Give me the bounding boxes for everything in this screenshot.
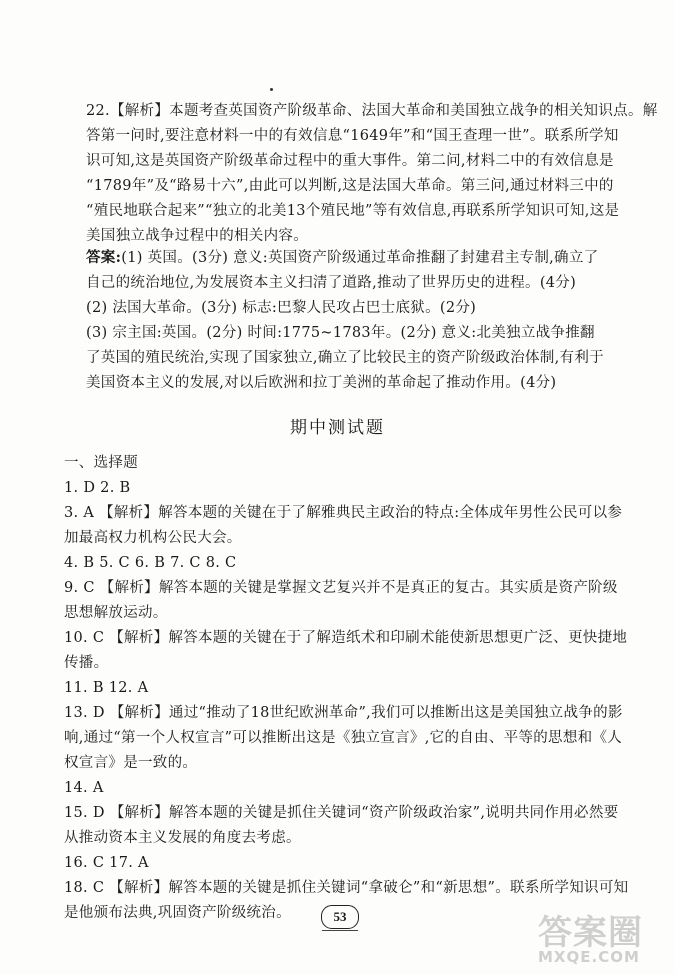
watermark-cn: 答案圈 [538,913,643,953]
answer-item: 是他颁布法典,巩固资产阶级统治。 [64,905,291,921]
answer-item: 权宣言》是一致的。 [64,755,198,771]
answer-text-1: (1) 英国。(3分) 意义:英国资产阶级通过革命推翻了封建君主专制,确立了 [121,250,599,266]
q22-line-1: 22.【解析】本题考查英国资产阶级革命、法国大革命和美国独立战争的相关知识点。解 [86,103,658,119]
page-number: 53 [321,905,359,929]
answer-line-3: (2) 法国大革命。(3分) 标志:巴黎人民攻占巴士底狱。(2分) [86,300,477,316]
q22-line-6: 美国独立战争过程中的相关内容。 [86,228,308,244]
q22-line-4: “1789年”及“路易十六”,由此可以判断,这是法国大革命。第三问,通过材料三中的 [86,178,614,194]
answer-item: 传播。 [64,655,109,671]
answer-item: 1. D 2. B [64,480,131,496]
page-number-rule [322,930,358,931]
answer-item: 从推动资本主义发展的角度去考虑。 [64,830,301,846]
watermark-logo [538,905,643,966]
part-heading: 一、选择题 [64,455,138,471]
answer-item: 9. C 【解析】解答本题的关键是掌握文艺复兴并不是真正的复古。其实质是资产阶级 [64,580,618,596]
answer-item: 3. A 【解析】解答本题的关键在于了解雅典民主政治的特点:全体成年男性公民可以参 [64,505,623,521]
answer-item: 思想解放运动。 [64,605,168,621]
q22-line-2: 答第一问时,要注意材料一中的有效信息“1649年”和“国王查理一世”。联系所学知 [86,128,619,144]
answer-line-4: (3) 宗主国:英国。(2分) 时间:1775~1783年。(2分) 意义:北美独立战争推翻 [86,325,595,341]
section-title: 期中测试题 [290,418,385,438]
answer-item: 11. B 12. A [64,680,149,696]
answer-label: 答案: [86,249,122,266]
q22-line-5: “殖民地联合起来”“独立的北美13个殖民地”等有效信息,再联系所学知识可知,这是 [86,203,620,219]
answer-item: 10. C 【解析】解答本题的关键在于了解造纸术和印刷术能使新思想更广泛、更快捷地 [64,630,628,646]
q22-line-3: 识可知,这是英国资产阶级革命过程中的重大事件。第二问,材料二中的有效信息是 [86,153,614,169]
answer-line-2: 自己的统治地位,为发展资本主义扫清了道路,推动了世界历史的进程。(4分) [86,275,577,291]
answer-item: 14. A [64,780,104,796]
answer-item: 加最高权力机构公民大会。 [64,530,242,546]
answer-item: 响,通过“第一个人权宣言”可以推断出这是《独立宣言》,它的自由、平等的思想和《人 [64,730,623,746]
answer-line-5: 了英国的殖民统治,实现了国家独立,确立了比较民主的资产阶级政治体制,有利于 [86,350,604,366]
answer-item: 16. C 17. A [64,855,149,871]
answer-line-1 [86,248,598,268]
answer-line-6: 美国资本主义的发展,对以后欧洲和拉丁美洲的革命起了推动作用。(4分) [86,375,557,391]
answer-item: 15. D 【解析】解答本题的关键是抓住关键词“资产阶级政治家”,说明共同作用必然要 [64,805,619,821]
answer-item: 13. D 【解析】通过“推动了18世纪欧洲革命”,我们可以推断出这是美国独立战争的影 [64,705,623,721]
answer-item: 18. C 【解析】解答本题的关键是抓住关键词“拿破仑”和“新思想”。联系所学知识可知 [64,880,629,896]
answer-item: 4. B 5. C 6. B 7. C 8. C [64,555,237,571]
decorative-dot [270,88,273,91]
watermark-en: MXQE.COM [538,948,640,966]
